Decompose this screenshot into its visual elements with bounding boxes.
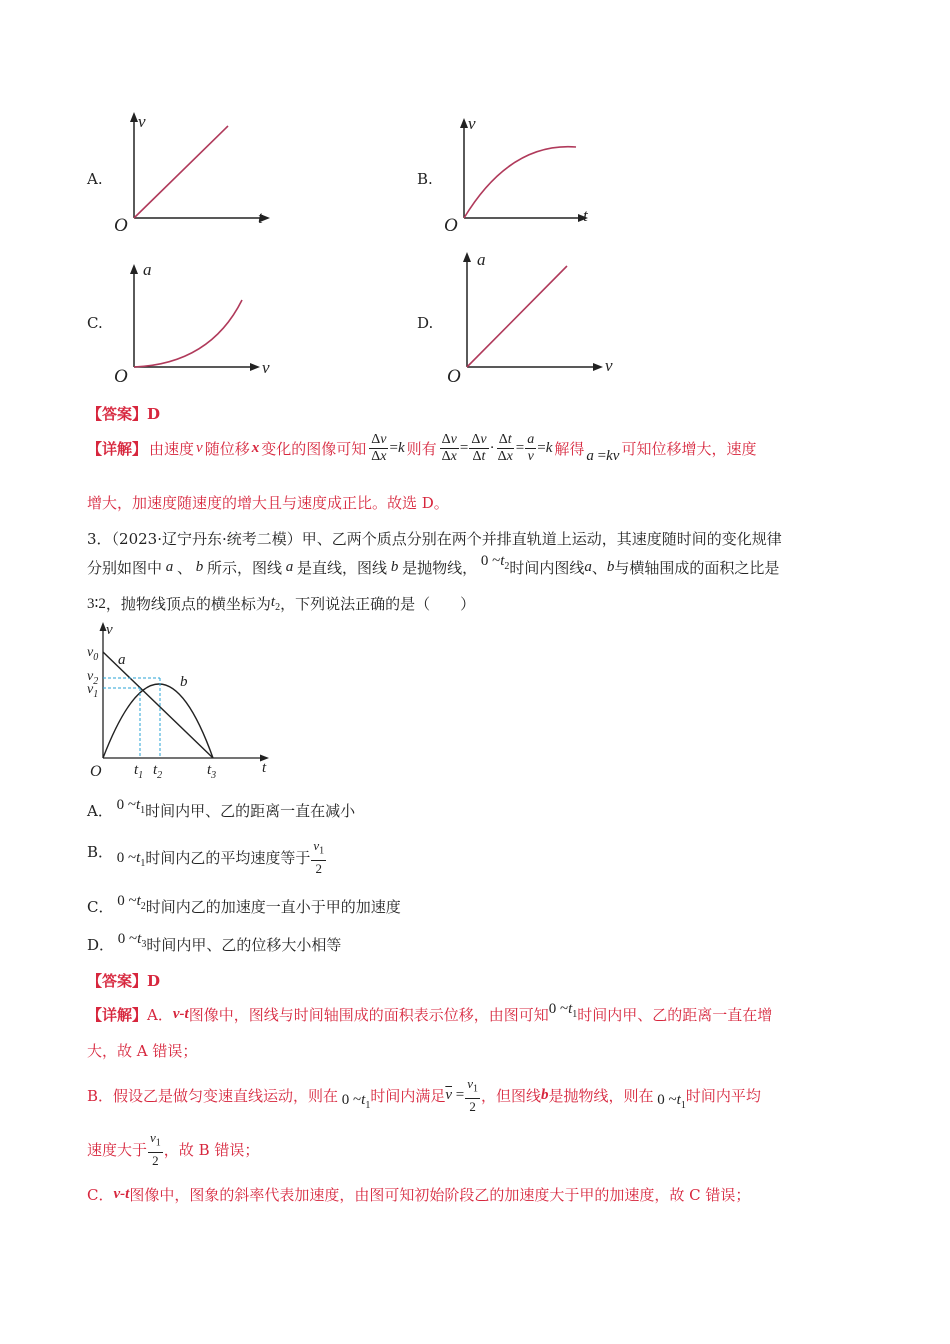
q3-graph-v0: $v_0$ (87, 645, 99, 663)
q3-graph-t2: $t_2$ (153, 762, 163, 781)
q3-graph-v2: $v_2$ (87, 669, 99, 687)
graph-d-x-label: v (605, 356, 613, 375)
graph-a-origin: O (114, 215, 128, 236)
graph-d (443, 250, 623, 380)
option-a-label: A. (87, 170, 103, 188)
graph-a-x-label: t (258, 208, 263, 227)
q3-option-a[interactable]: A． 0 $\sim t_1$ 时间内甲、乙的距离一直在减小 (87, 797, 356, 820)
q3-stem-line2: 分别如图中 a 、 b 所示，图线 a 是直线，图线 b 是抛物线， 0 $\sim t_2$ 时间内图线 a 、 b 与横轴围成的面积之比是 (87, 553, 780, 577)
q2-detail-line1: 【详解】 由速度 v 随位移 x 变化的图像可知 $\frac{\Delta v}{\Delta x}$ = k 则有 $\frac{\Delta v}{\Delta x}$ = $\frac{\Delta v}{\Delta t}$ · $\frac{\Delta t}{\Delta x}$ = $\frac{a}{v}$ = k 解得 a =kv 可知位移增大，速度 (87, 432, 757, 464)
q3-graph-curve-b: b (180, 674, 188, 690)
q2-answer: 【答案】D (87, 405, 161, 423)
q3-detail-b-line1: B．假设乙是做匀变速直线运动，则在 0 $\sim t_1$ 时间内满足 $\overline{v}$ = $\frac{v_1}{2}$ ，但图线 b 是抛物线，则在 0 $\sim t_1$ 时间内平均 (87, 1076, 761, 1114)
graph-b-origin: O (444, 215, 458, 236)
graph-c-x-label: v (262, 358, 270, 377)
q3-graph-v1: $v_1$ (87, 682, 99, 700)
graph-b-y-label: v (468, 114, 476, 133)
graph-a-y-label: v (138, 112, 146, 131)
option-d-label: D. (417, 314, 434, 332)
graph-c (110, 260, 280, 380)
q3-graph-origin: O (90, 763, 102, 780)
q3-detail-b-line2: 速度大于 $\frac{v_1}{2}$ ，故 B 错误； (87, 1130, 260, 1168)
q3-detail-a-line1: 【详解】 A． v-t 图像中，图线与时间轴围成的面积表示位移，由图可知 0 $\sim t_1$ 时间内甲、乙的距离一直在增 (87, 1001, 773, 1024)
q3-graph-line-a: a (118, 652, 126, 668)
graph-c-y-label: a (143, 260, 152, 279)
graph-d-origin: O (447, 366, 461, 387)
q3-answer: 【答案】D (87, 972, 161, 990)
graph-a (110, 110, 280, 240)
option-c-label: C. (87, 314, 103, 332)
q3-graph-y-label: v (106, 622, 113, 638)
q3-option-c[interactable]: C． 0 $\sim t_2$ 时间内乙的加速度一直小于甲的加速度 (87, 893, 401, 916)
option-b-label: B. (417, 170, 433, 188)
q3-graph-x-label: t (262, 760, 267, 776)
q3-detail-a-line2: 大，故 A 错误； (87, 1042, 198, 1060)
q3-stem-line1: 3．（2023·辽宁丹东·统考二模）甲、乙两个质点分别在两个并排直轨道上运动，其速度随时间的变化规律 (87, 530, 782, 548)
graph-c-origin: O (114, 366, 128, 387)
q3-option-b[interactable]: B． 0 $\sim t_1$ 时间内乙的平均速度等于 $\frac{v_1}{2}$ (87, 838, 325, 876)
q3-option-d[interactable]: D． 0 $\sim t_3$ 时间内甲、乙的位移大小相等 (87, 931, 342, 954)
q3-graph-t1: $t_1$ (134, 762, 144, 781)
q3-detail-c: C． v-t 图像中，图象的斜率代表加速度，由图可知初始阶段乙的加速度大于甲的加速度，故 C 错误； (87, 1186, 751, 1204)
q2-detail-line2: 增大，加速度随速度的增大且与速度成正比。故选 D。 (87, 494, 449, 512)
graph-b-x-label: t (583, 206, 588, 225)
q3-graph-t3: $t_3$ (207, 762, 217, 781)
graph-d-y-label: a (477, 250, 486, 269)
q3-stem-line3: 3∶2 ，抛物线顶点的横坐标为 $t_2$ ，下列说法正确的是（ ） (87, 594, 476, 613)
q3-vt-graph (88, 620, 288, 785)
